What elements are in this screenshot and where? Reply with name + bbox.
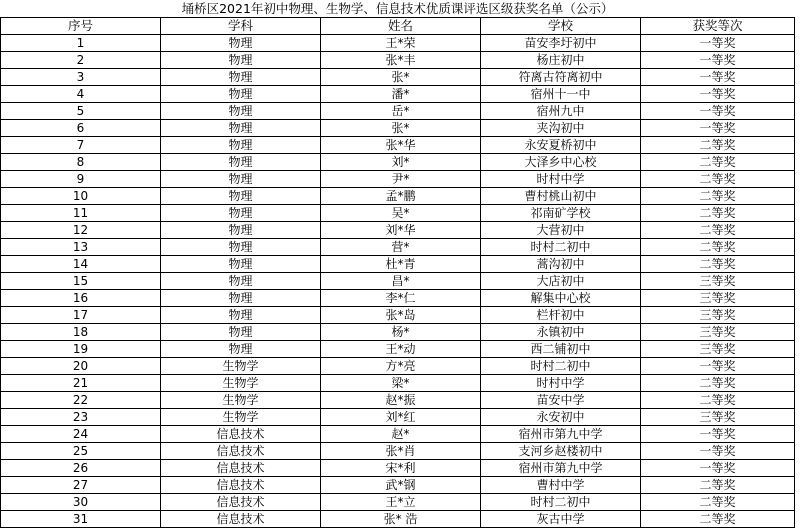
table-row	[1, 239, 795, 256]
cell-school: 栏杆初中	[481, 307, 641, 324]
cell-award: 二等奖	[641, 511, 795, 528]
cell-school: 大店初中	[481, 273, 641, 290]
cell-subject: 生物学	[161, 375, 321, 392]
cell-award: 二等奖	[641, 256, 795, 273]
cell-award: 一等奖	[641, 358, 795, 375]
cell-subject: 信息技术	[161, 443, 321, 460]
cell-index: 17	[1, 307, 161, 324]
header-index: 序号	[1, 18, 161, 35]
cell-name: 营*	[321, 239, 481, 256]
cell-school: 时村二初中	[481, 239, 641, 256]
table-row	[1, 137, 795, 154]
cell-index: 19	[1, 341, 161, 358]
cell-name: 张*丰	[321, 52, 481, 69]
header-school: 学校	[481, 18, 641, 35]
cell-school: 时村中学	[481, 375, 641, 392]
cell-subject: 物理	[161, 273, 321, 290]
cell-award: 二等奖	[641, 154, 795, 171]
cell-index: 23	[1, 409, 161, 426]
cell-subject: 物理	[161, 307, 321, 324]
cell-name: 张*	[321, 69, 481, 86]
cell-index: 25	[1, 443, 161, 460]
cell-subject: 物理	[161, 171, 321, 188]
cell-award: 一等奖	[641, 120, 795, 137]
table-row	[1, 341, 795, 358]
cell-name: 昌*	[321, 273, 481, 290]
cell-index: 21	[1, 375, 161, 392]
table-row	[1, 460, 795, 477]
cell-index: 10	[1, 188, 161, 205]
cell-award: 一等奖	[641, 69, 795, 86]
cell-name: 张*	[321, 120, 481, 137]
cell-school: 大泽乡中心校	[481, 154, 641, 171]
cell-subject: 物理	[161, 52, 321, 69]
cell-award: 一等奖	[641, 35, 795, 52]
cell-index: 13	[1, 239, 161, 256]
cell-subject: 生物学	[161, 392, 321, 409]
cell-award: 一等奖	[641, 103, 795, 120]
cell-award: 二等奖	[641, 375, 795, 392]
cell-school: 祁南矿学校	[481, 205, 641, 222]
cell-subject: 物理	[161, 120, 321, 137]
cell-index: 18	[1, 324, 161, 341]
cell-index: 12	[1, 222, 161, 239]
cell-subject: 生物学	[161, 358, 321, 375]
cell-school: 杨庄初中	[481, 52, 641, 69]
cell-subject: 物理	[161, 35, 321, 52]
table-row	[1, 222, 795, 239]
table-row	[1, 392, 795, 409]
cell-name: 岳*	[321, 103, 481, 120]
cell-award: 一等奖	[641, 86, 795, 103]
table-row	[1, 358, 795, 375]
cell-subject: 物理	[161, 69, 321, 86]
table-row	[1, 154, 795, 171]
cell-index: 15	[1, 273, 161, 290]
cell-name: 刘*华	[321, 222, 481, 239]
table-row	[1, 443, 795, 460]
table-row	[1, 205, 795, 222]
cell-index: 5	[1, 103, 161, 120]
cell-subject: 信息技术	[161, 460, 321, 477]
table-row	[1, 511, 795, 528]
cell-index: 6	[1, 120, 161, 137]
cell-subject: 物理	[161, 86, 321, 103]
cell-award: 一等奖	[641, 52, 795, 69]
cell-school: 时村二初中	[481, 494, 641, 511]
cell-name: 吴*	[321, 205, 481, 222]
cell-school: 宿州十一中	[481, 86, 641, 103]
cell-index: 11	[1, 205, 161, 222]
cell-name: 方*亮	[321, 358, 481, 375]
cell-name: 张*岛	[321, 307, 481, 324]
cell-school: 宿州市第九中学	[481, 460, 641, 477]
cell-award: 三等奖	[641, 307, 795, 324]
cell-index: 30	[1, 494, 161, 511]
cell-school: 蒿沟初中	[481, 256, 641, 273]
cell-name: 杜*青	[321, 256, 481, 273]
cell-school: 夹沟初中	[481, 120, 641, 137]
cell-award: 二等奖	[641, 392, 795, 409]
table-row	[1, 256, 795, 273]
cell-index: 8	[1, 154, 161, 171]
cell-award: 二等奖	[641, 137, 795, 154]
cell-subject: 物理	[161, 341, 321, 358]
table-row	[1, 375, 795, 392]
sheet-title: 埇桥区2021年初中物理、生物学、信息技术优质课评选区级获奖名单（公示）	[1, 0, 795, 18]
cell-name: 赵*	[321, 426, 481, 443]
cell-award: 二等奖	[641, 205, 795, 222]
table-row	[1, 35, 795, 52]
cell-index: 2	[1, 52, 161, 69]
cell-name: 宋*利	[321, 460, 481, 477]
cell-name: 王*立	[321, 494, 481, 511]
cell-subject: 物理	[161, 188, 321, 205]
cell-subject: 物理	[161, 256, 321, 273]
table-row	[1, 188, 795, 205]
cell-award: 二等奖	[641, 494, 795, 511]
cell-index: 7	[1, 137, 161, 154]
cell-award: 一等奖	[641, 426, 795, 443]
title-row	[1, 0, 795, 18]
cell-school: 支河乡赵楼初中	[481, 443, 641, 460]
table-row	[1, 273, 795, 290]
cell-school: 苗安中学	[481, 392, 641, 409]
cell-school: 西二铺初中	[481, 341, 641, 358]
header-award: 获奖等次	[641, 18, 795, 35]
cell-name: 张*肖	[321, 443, 481, 460]
cell-award: 二等奖	[641, 171, 795, 188]
cell-school: 灰古中学	[481, 511, 641, 528]
cell-subject: 物理	[161, 222, 321, 239]
cell-name: 张*华	[321, 137, 481, 154]
cell-subject: 信息技术	[161, 511, 321, 528]
cell-school: 时村二初中	[481, 358, 641, 375]
cell-index: 27	[1, 477, 161, 494]
cell-school: 符离古符离初中	[481, 69, 641, 86]
cell-school: 时村中学	[481, 171, 641, 188]
cell-school: 永安夏桥初中	[481, 137, 641, 154]
table-row	[1, 69, 795, 86]
cell-index: 16	[1, 290, 161, 307]
cell-index: 1	[1, 35, 161, 52]
cell-name: 赵*振	[321, 392, 481, 409]
table-row	[1, 290, 795, 307]
cell-index: 22	[1, 392, 161, 409]
table-row	[1, 409, 795, 426]
cell-name: 李*仁	[321, 290, 481, 307]
cell-name: 梁*	[321, 375, 481, 392]
cell-subject: 物理	[161, 290, 321, 307]
cell-award: 三等奖	[641, 409, 795, 426]
cell-name: 王*荣	[321, 35, 481, 52]
cell-subject: 物理	[161, 103, 321, 120]
cell-subject: 物理	[161, 324, 321, 341]
cell-school: 曹村中学	[481, 477, 641, 494]
table-row	[1, 103, 795, 120]
cell-award: 二等奖	[641, 222, 795, 239]
cell-school: 曹村桃山初中	[481, 188, 641, 205]
table-row	[1, 307, 795, 324]
cell-index: 31	[1, 511, 161, 528]
cell-subject: 物理	[161, 205, 321, 222]
cell-school: 永安初中	[481, 409, 641, 426]
cell-subject: 物理	[161, 137, 321, 154]
cell-award: 三等奖	[641, 324, 795, 341]
cell-name: 孟*鹏	[321, 188, 481, 205]
table-row	[1, 494, 795, 511]
cell-name: 刘*红	[321, 409, 481, 426]
cell-award: 二等奖	[641, 239, 795, 256]
cell-index: 20	[1, 358, 161, 375]
cell-school: 永镇初中	[481, 324, 641, 341]
header-subject: 学科	[161, 18, 321, 35]
cell-subject: 信息技术	[161, 494, 321, 511]
table-row	[1, 52, 795, 69]
table-row	[1, 477, 795, 494]
cell-subject: 信息技术	[161, 426, 321, 443]
cell-award: 二等奖	[641, 477, 795, 494]
cell-subject: 生物学	[161, 409, 321, 426]
table-row	[1, 324, 795, 341]
cell-index: 14	[1, 256, 161, 273]
cell-subject: 物理	[161, 239, 321, 256]
table-row	[1, 426, 795, 443]
cell-index: 9	[1, 171, 161, 188]
table-row	[1, 171, 795, 188]
cell-name: 张* 浩	[321, 511, 481, 528]
cell-award: 一等奖	[641, 460, 795, 477]
table-row	[1, 120, 795, 137]
cell-subject: 信息技术	[161, 477, 321, 494]
cell-school: 苗安李圩初中	[481, 35, 641, 52]
cell-name: 杨*	[321, 324, 481, 341]
cell-name: 潘*	[321, 86, 481, 103]
cell-index: 26	[1, 460, 161, 477]
cell-school: 宿州市第九中学	[481, 426, 641, 443]
cell-award: 一等奖	[641, 443, 795, 460]
cell-index: 3	[1, 69, 161, 86]
table-row	[1, 86, 795, 103]
cell-award: 二等奖	[641, 188, 795, 205]
header-name: 姓名	[321, 18, 481, 35]
cell-name: 王*动	[321, 341, 481, 358]
cell-award: 三等奖	[641, 341, 795, 358]
cell-subject: 物理	[161, 154, 321, 171]
header-row	[1, 18, 795, 35]
cell-name: 武*钢	[321, 477, 481, 494]
cell-name: 刘*	[321, 154, 481, 171]
cell-award: 三等奖	[641, 290, 795, 307]
cell-school: 大营初中	[481, 222, 641, 239]
cell-award: 三等奖	[641, 273, 795, 290]
cell-school: 宿州九中	[481, 103, 641, 120]
cell-index: 24	[1, 426, 161, 443]
cell-index: 4	[1, 86, 161, 103]
cell-name: 尹*	[321, 171, 481, 188]
cell-school: 解集中心校	[481, 290, 641, 307]
